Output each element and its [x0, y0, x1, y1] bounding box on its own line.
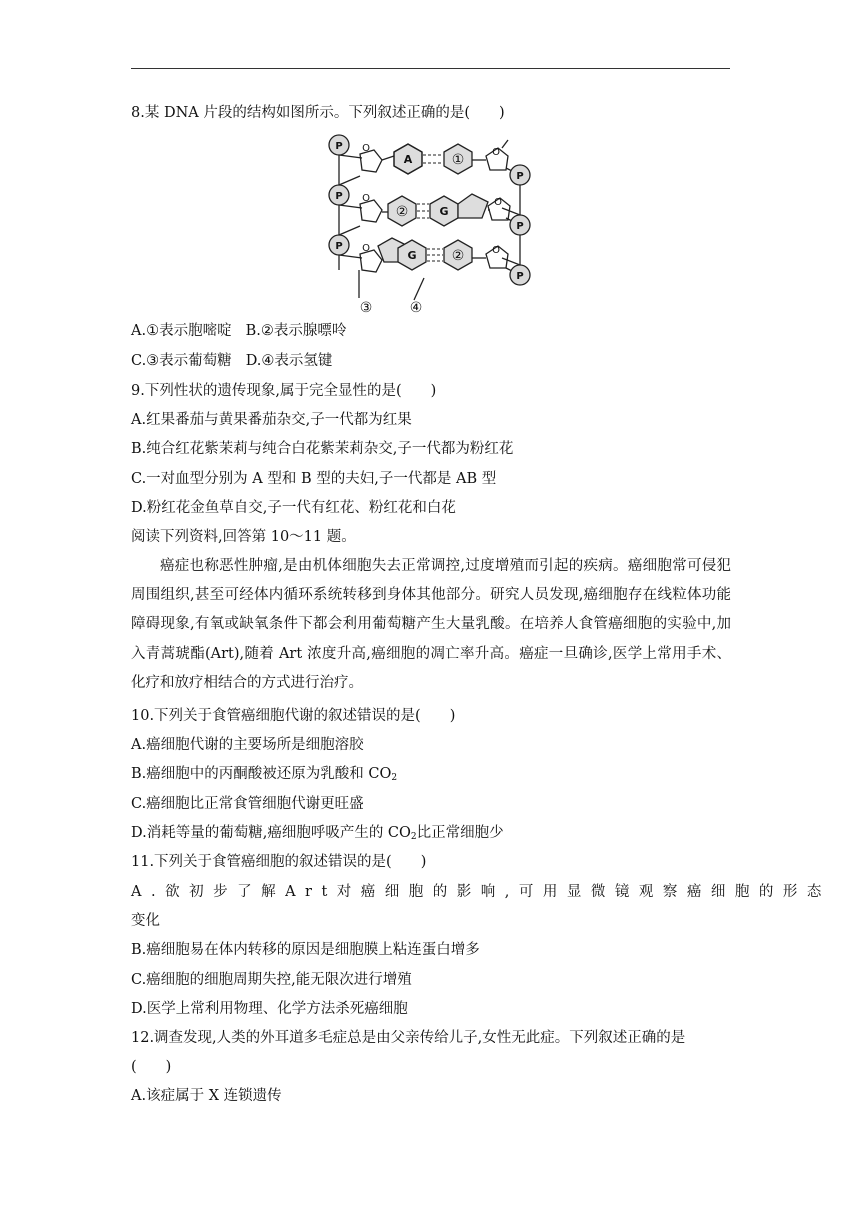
q11-option-b: B.癌细胞易在体内转移的原因是细胞膜上粘连蛋白增多: [131, 942, 480, 958]
base-g-label: G: [439, 205, 449, 218]
phosphate-label: P: [335, 191, 343, 202]
q10-option-b-sub: 2: [391, 773, 398, 783]
q11-option-d: D.医学上常利用物理、化学方法杀死癌细胞: [131, 1001, 408, 1017]
q9-stem: 9.下列性状的遗传现象,属于完全显性的是( ): [131, 383, 437, 399]
q12-stem-line2: ( ): [131, 1059, 172, 1075]
q8-option-b: B.②表示腺嘌呤: [245, 323, 347, 339]
q11-option-a-line1: A.欲初步了解Art对癌细胞的影响,可用显微镜观察癌细胞的形态: [131, 884, 831, 900]
phosphate-label: P: [516, 221, 524, 232]
q10-option-d-sub: 2: [410, 832, 417, 842]
q11-option-a-line2: 变化: [131, 913, 160, 929]
q10-option-d-text: D.消耗等量的葡萄糖,癌细胞呼吸产生的 CO: [131, 825, 411, 841]
oxygen-label: O: [362, 193, 370, 204]
base-a-label: A: [403, 153, 413, 166]
base-g-label: G: [407, 249, 417, 262]
q10-option-b-text: B.癌细胞中的丙酮酸被还原为乳酸和 CO: [131, 766, 392, 782]
q10-option-d-tail: 比正常细胞少: [416, 825, 504, 841]
q9-option-d: D.粉红花金鱼草自交,子一代有红花、粉红花和白花: [131, 500, 456, 516]
phosphate-label: P: [516, 271, 524, 282]
q8-options-ab: [131, 321, 346, 341]
q10-option-a: A.癌细胞代谢的主要场所是细胞溶胶: [131, 737, 364, 753]
marker-1: ①: [451, 152, 465, 168]
marker-2: ②: [451, 248, 465, 264]
q10-option-d: [131, 823, 504, 847]
reading-intro: 阅读下列资料,回答第 10～11 题。: [131, 529, 356, 545]
reading-passage: 癌症也称恶性肿瘤,是由机体细胞失去正常调控,过度增殖而引起的疾病。癌细胞常可侵犯周围组织,甚至可经体内循环系统转移到身体其他部分。研究人员发现,癌细胞存在线粒体功能障碍现象,有氧或缺氧条件下都会利用葡萄糖产生大量乳酸。在培养人食管癌细胞的实验中,加入青蒿琥酯(Art),随着 Art 浓度升高,癌细胞的凋亡率升高。癌症一旦确诊,医学上常用手术、化疗和放疗相结合的方式进行治疗。: [131, 558, 731, 691]
q8-stem: 8.某 DNA 片段的结构如图所示。下列叙述正确的是( ): [131, 105, 505, 121]
q9-option-b: B.纯合红花紫茉莉与纯合白花紫茉莉杂交,子一代都为粉红花: [131, 441, 514, 457]
header-rule: [131, 68, 730, 69]
oxygen-label: O: [362, 243, 370, 254]
oxygen-label: O: [494, 197, 502, 208]
q11-option-c: C.癌细胞的细胞周期失控,能无限次进行增殖: [131, 972, 412, 988]
q8-option-a: A.①表示胞嘧啶: [131, 323, 232, 339]
q11-stem: 11.下列关于食管癌细胞的叙述错误的是( ): [131, 854, 427, 870]
oxygen-label: O: [492, 245, 500, 256]
q10-option-c: C.癌细胞比正常食管细胞代谢更旺盛: [131, 796, 364, 812]
q12-stem-line1: 12.调查发现,人类的外耳道多毛症总是由父亲传给儿子,女性无此症。下列叙述正确的是: [131, 1030, 686, 1046]
q8-option-d: D.④表示氢键: [245, 353, 333, 369]
q10-stem: 10.下列关于食管癌细胞代谢的叙述错误的是( ): [131, 708, 456, 724]
q8-option-c: C.③表示葡萄糖: [131, 353, 232, 369]
q12-option-a: A.该症属于 X 连锁遗传: [131, 1088, 282, 1104]
phosphate-label: P: [516, 171, 524, 182]
phosphate-label: P: [335, 141, 343, 152]
oxygen-label: O: [492, 147, 500, 158]
q9-option-a: A.红果番茄与黄果番茄杂交,子一代都为红果: [131, 412, 412, 428]
q10-option-b: [131, 764, 397, 788]
q8-options-cd: [131, 351, 332, 371]
oxygen-label: O: [362, 143, 370, 154]
marker-4: ④: [409, 300, 423, 315]
q9-option-c: C.一对血型分别为 A 型和 B 型的夫妇,子一代都是 AB 型: [131, 471, 497, 487]
marker-2: ②: [395, 204, 409, 220]
phosphate-label: P: [335, 241, 343, 252]
marker-3: ③: [359, 300, 373, 315]
dna-structure-figure: [322, 130, 562, 315]
